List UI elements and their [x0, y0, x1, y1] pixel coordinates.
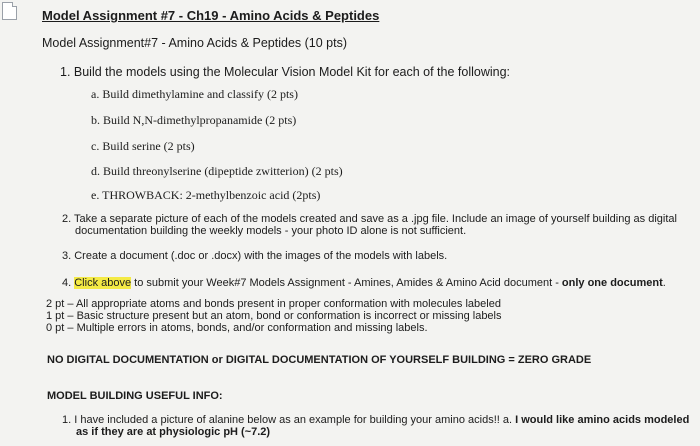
- assignment-subtitle: Model Assignment#7 - Amino Acids & Peptides (10 pts): [42, 36, 348, 50]
- question-4-text: to submit your Week#7 Models Assignment - Amines, Amides & Amino Acid document -: [131, 277, 562, 289]
- info-heading: MODEL BUILDING USEFUL INFO:: [47, 390, 223, 402]
- info-item-1-line-2: as if they are at physiologic pH (~7.2): [76, 426, 271, 438]
- question-3: 3. Create a document (.doc or .docx) with the images of the models with labels.: [62, 250, 448, 262]
- question-2-line-1: 2. Take a separate picture of each of the models created and save as a .jpg file. Include an image of yourself building as digital: [62, 213, 677, 225]
- subitem-d: d. Build threonylserine (dipeptide zwitterion) (2 pts): [91, 164, 343, 178]
- grading-2pt: 2 pt – All appropriate atoms and bonds present in proper conformation with molecules labeled: [46, 298, 501, 310]
- subitem-b: b. Build N,N-dimethylpropanamide (2 pts): [91, 113, 297, 127]
- question-2-line-2: documentation building the weekly models - your photo ID alone is not sufficient.: [75, 225, 467, 237]
- question-4-emphasis: only one document: [561, 277, 663, 289]
- question-4-number: 4.: [62, 277, 75, 289]
- zero-grade-warning: NO DIGITAL DOCUMENTATION or DIGITAL DOCUMENTATION OF YOURSELF BUILDING = ZERO GRADE: [47, 354, 592, 366]
- grading-1pt: 1 pt – Basic structure present but an atom, bond or conformation is incorrect or missing labels: [46, 310, 502, 322]
- question-4: [62, 277, 666, 289]
- document-icon: [2, 2, 17, 20]
- page-title: Model Assignment #7 - Ch19 - Amino Acids & Peptides: [42, 8, 380, 23]
- info-item-1-text: 1. I have included a picture of alanine below as an example for building your amino acids!! a.: [62, 414, 516, 426]
- grading-0pt: 0 pt – Multiple errors in atoms, bonds, and/or conformation and missing labels.: [46, 322, 428, 334]
- info-item-1-emphasis: I would like amino acids modeled: [515, 414, 690, 426]
- question-4-end: .: [662, 277, 666, 289]
- question-1: 1. Build the models using the Molecular Vision Model Kit for each of the following:: [60, 65, 511, 79]
- subitem-a: a. Build dimethylamine and classify (2 pts): [91, 87, 298, 101]
- subitem-e: e. THROWBACK: 2-methylbenzoic acid (2pts): [91, 188, 321, 202]
- click-above-link[interactable]: Click above: [74, 277, 132, 289]
- info-item-1: [62, 414, 689, 426]
- subitem-c: c. Build serine (2 pts): [91, 139, 195, 153]
